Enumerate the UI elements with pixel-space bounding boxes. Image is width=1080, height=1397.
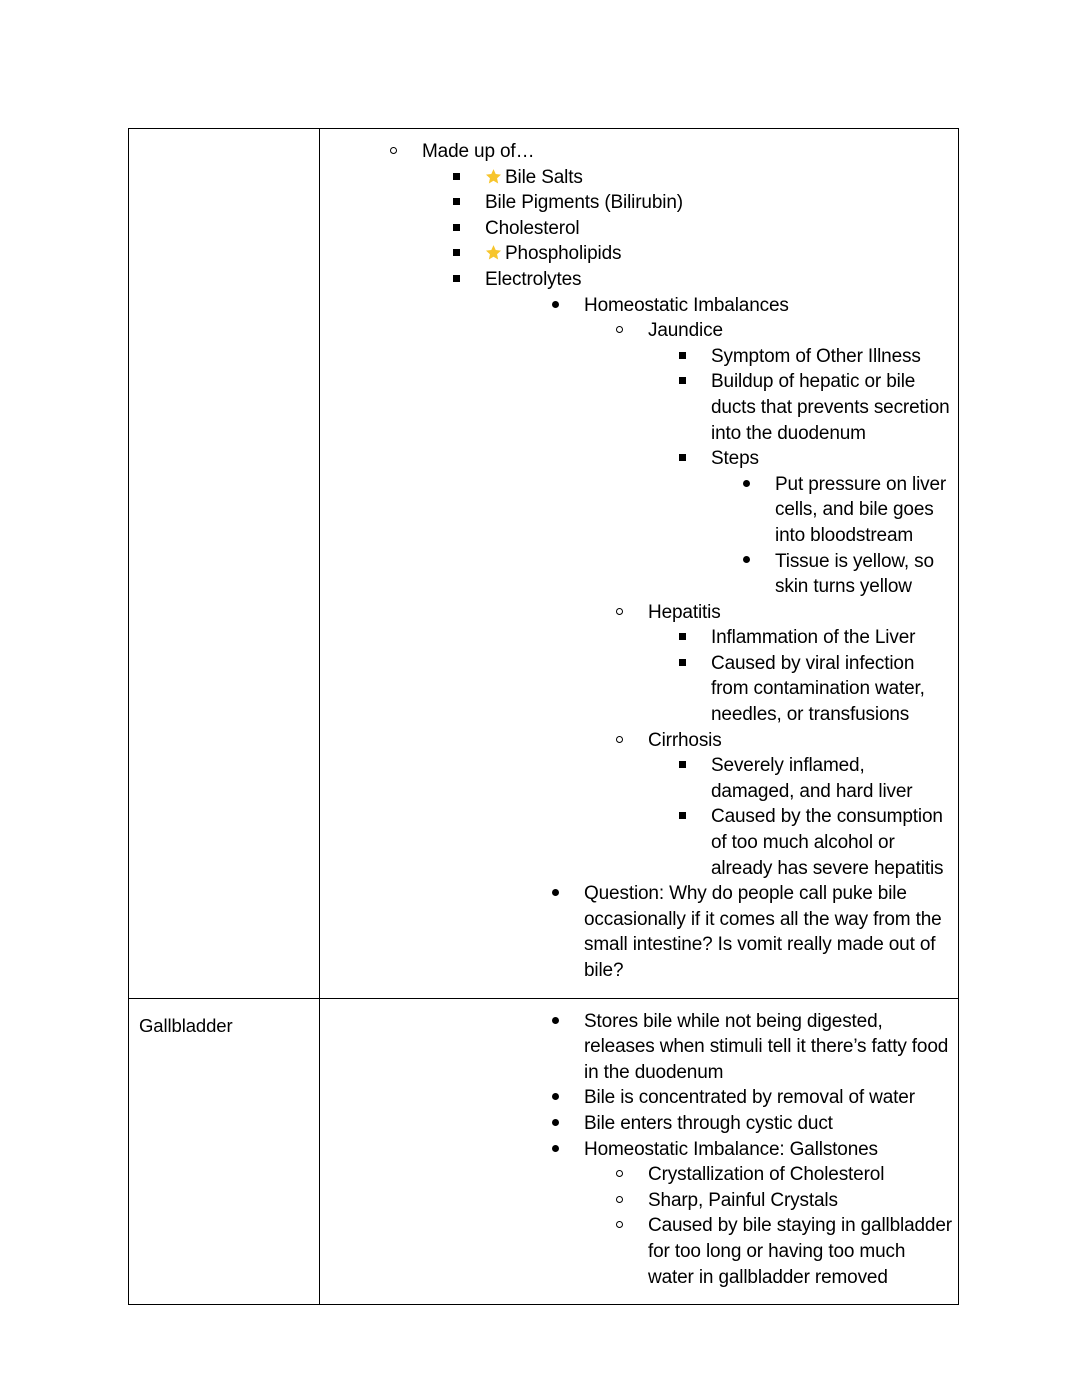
bullet-glyph (679, 633, 686, 640)
outline-item-level-2 (616, 728, 952, 882)
outline-item-text (552, 1111, 952, 1137)
outline-item-level-3 (679, 651, 952, 728)
outline-item-text (616, 728, 952, 754)
bullet-glyph (552, 1017, 559, 1024)
bullet-square-icon (679, 369, 701, 395)
bullet-square-icon (453, 216, 475, 242)
bullet-glyph (679, 659, 686, 666)
outline-item-level-1 (552, 1137, 952, 1291)
bullet-circle-icon (616, 600, 638, 626)
outline-list (326, 1009, 952, 1291)
outline-item-label: Symptom of Other Illness (711, 345, 921, 367)
outline-item-row (679, 446, 952, 472)
outline-list (390, 165, 952, 293)
outline-item-label: Sharp, Painful Crystals (648, 1189, 838, 1211)
bullet-glyph (453, 224, 460, 231)
outline-item-label: Homeostatic Imbalances (584, 294, 789, 316)
bullet-disc-icon (552, 1111, 574, 1137)
outline-item-text (679, 344, 952, 370)
outline-item-level-3 (679, 446, 952, 600)
bullet-disc-icon (552, 1085, 574, 1111)
outline-container-row-1 (320, 999, 958, 1305)
bullet-disc-icon (743, 472, 765, 498)
outline-item-row (679, 651, 952, 728)
topic-cell (129, 998, 320, 1305)
outline-item-text (453, 267, 952, 293)
outline-item-level-2 (390, 139, 952, 293)
outline-item-level-2 (616, 1188, 952, 1214)
outline-item-label: Hepatitis (648, 601, 721, 623)
outline-item-text (679, 369, 952, 446)
notes-table (128, 128, 959, 1305)
bullet-square-icon (453, 190, 475, 216)
outline-item-label: Bile Salts (505, 166, 583, 188)
outline-item-level-4 (743, 472, 952, 549)
outline-item-label: Inflammation of the Liver (711, 627, 916, 649)
bullet-disc-icon (552, 1137, 574, 1163)
outline-list (552, 318, 952, 881)
outline-item-level-1 (552, 1009, 952, 1086)
outline-list (616, 625, 952, 727)
bullet-glyph (552, 889, 559, 896)
outline-item-label: Bile Pigments (Bilirubin) (485, 192, 683, 214)
outline-item-text (453, 216, 952, 242)
outline-item-label: Cholesterol (485, 217, 580, 239)
outline-item-label: Bile enters through cystic duct (584, 1112, 833, 1134)
bullet-disc-icon (743, 549, 765, 575)
bullet-glyph (679, 812, 686, 819)
outline-item-row (453, 267, 952, 293)
outline-item-text (679, 446, 952, 472)
bullet-glyph (552, 1119, 559, 1126)
table-row (129, 998, 959, 1305)
bullet-glyph (616, 736, 623, 743)
outline-item-level-1 (552, 881, 952, 983)
outline-item-text (616, 1162, 952, 1188)
outline-item-label: Jaundice (648, 320, 723, 342)
star-icon (485, 244, 502, 261)
bullet-circle-icon (616, 1188, 638, 1214)
outline-item-row (743, 549, 952, 600)
bullet-glyph (453, 249, 460, 256)
outline-item-text (552, 293, 952, 319)
outline-item-row (616, 728, 952, 754)
outline-item-level-2 (616, 600, 952, 728)
outline-item-row (616, 1188, 952, 1214)
bullet-glyph (743, 480, 750, 487)
outline-item-text (679, 625, 952, 651)
bullet-circle-icon (616, 728, 638, 754)
outline-item-text (743, 472, 952, 549)
outline-item-row (679, 625, 952, 651)
bullet-glyph (679, 377, 686, 384)
outline-list (616, 344, 952, 600)
topic-label (129, 129, 319, 153)
outline-item-row (552, 881, 952, 983)
outline-item-text (552, 1009, 952, 1086)
outline-list (616, 753, 952, 881)
outline-item-text (679, 651, 952, 728)
outline-item-level-3 (679, 369, 952, 446)
bullet-glyph (552, 301, 559, 308)
outline-item-row (453, 165, 952, 191)
bullet-square-icon (679, 804, 701, 830)
outline-item-level-3 (679, 753, 952, 804)
content-cell (320, 998, 959, 1305)
outline-item-label: Cirrhosis (648, 729, 722, 751)
outline-item-row (616, 1213, 952, 1290)
outline-item-row (453, 241, 952, 267)
outline-item-text (552, 881, 952, 983)
bullet-square-icon (679, 446, 701, 472)
bullet-glyph (390, 147, 397, 154)
outline-container-row-0 (320, 129, 958, 998)
outline-item-level-3 (679, 625, 952, 651)
outline-item-label: Bile is concentrated by removal of water (584, 1087, 915, 1109)
outline-item-label: Stores bile while not being digested, releases when stimuli tell it there’s fatty food in the duodenum (584, 1010, 949, 1083)
outline-item-label: Electrolytes (485, 268, 582, 290)
bullet-circle-icon (616, 318, 638, 344)
bullet-glyph (616, 1170, 623, 1177)
outline-item-row (552, 1009, 952, 1086)
bullet-glyph (679, 761, 686, 768)
outline-item-row (679, 344, 952, 370)
outline-item-text (616, 1213, 952, 1290)
outline-item-level-3 (453, 216, 952, 242)
bullet-square-icon (453, 165, 475, 191)
bullet-circle-icon (616, 1213, 638, 1239)
outline-item-level-2 (616, 318, 952, 600)
outline-item-row (453, 190, 952, 216)
outline-item-level-3 (453, 267, 952, 293)
outline-item-label: Caused by bile staying in gallbladder for too long or having too much water in gallbladder removed (648, 1215, 952, 1288)
outline-item-label: Caused by the consumption of too much alcohol or already has severe hepatitis (711, 806, 944, 879)
outline-item-text (616, 1188, 952, 1214)
outline-list (326, 139, 952, 984)
outline-item-text (552, 1085, 952, 1111)
outline-item-text (616, 600, 952, 626)
table-row (129, 129, 959, 999)
outline-item-level-3 (679, 804, 952, 881)
bullet-glyph (679, 352, 686, 359)
outline-item-row (552, 1111, 952, 1137)
bullet-glyph (616, 1196, 623, 1203)
outline-item-level-1 (552, 1111, 952, 1137)
outline-item-row (616, 600, 952, 626)
bullet-square-icon (679, 651, 701, 677)
outline-item-level-3 (679, 344, 952, 370)
bullet-glyph (679, 454, 686, 461)
outline-item-row (679, 753, 952, 804)
bullet-glyph (616, 326, 623, 333)
outline-item-label: Tissue is yellow, so skin turns yellow (775, 550, 934, 598)
bullet-glyph (453, 198, 460, 205)
outline-item-label: Crystallization of Cholesterol (648, 1164, 885, 1186)
outline-item-row (616, 1162, 952, 1188)
bullet-disc-icon (552, 881, 574, 907)
star-icon (485, 168, 502, 185)
bullet-glyph (552, 1093, 559, 1100)
bullet-disc-icon (552, 1009, 574, 1035)
outline-item-label: Steps (711, 448, 759, 470)
outline-item-text (616, 318, 952, 344)
bullet-glyph (453, 173, 460, 180)
notes-table-body (129, 129, 959, 1305)
outline-item-row (743, 472, 952, 549)
outline-item-label: Phospholipids (505, 243, 622, 265)
outline-item-level-3 (453, 165, 952, 191)
outline-item-level-2 (616, 1162, 952, 1188)
bullet-square-icon (679, 625, 701, 651)
outline-item-text (390, 139, 952, 165)
bullet-square-icon (679, 344, 701, 370)
outline-item-level-2 (616, 1213, 952, 1290)
outline-item-level-4 (743, 549, 952, 600)
outline-item-row (552, 1085, 952, 1111)
outline-item-level-1 (552, 293, 952, 882)
outline-item-text (679, 804, 952, 881)
bullet-disc-icon (552, 293, 574, 319)
outline-item-row (616, 318, 952, 344)
bullet-glyph (453, 275, 460, 282)
outline-item-row (390, 139, 952, 165)
outline-item-label: Buildup of hepatic or bile ducts that prevents secretion into the duodenum (711, 371, 950, 444)
outline-item-text (453, 165, 952, 191)
outline-item-text (679, 753, 952, 804)
outline-item-label: Made up of… (422, 141, 535, 162)
bullet-glyph (743, 556, 750, 563)
bullet-circle-icon (390, 139, 412, 165)
bullet-circle-icon (616, 1162, 638, 1188)
outline-item-row (552, 1137, 952, 1163)
bullet-glyph (616, 1221, 623, 1228)
bullet-square-icon (679, 753, 701, 779)
content-cell (320, 129, 959, 999)
bullet-glyph (616, 608, 623, 615)
bullet-square-icon (453, 267, 475, 293)
outline-item-row (552, 293, 952, 319)
outline-item-label: Question: Why do people call puke bile occasionally if it comes all the way from the small intestine? Is vomit really made out of bile? (584, 883, 942, 981)
outline-list (552, 1162, 952, 1290)
outline-item-text (743, 549, 952, 600)
outline-item-text (453, 241, 952, 267)
bullet-square-icon (453, 241, 475, 267)
outline-item-row (679, 369, 952, 446)
topic-label: Gallbladder (139, 1014, 233, 1036)
outline-item-text (552, 1137, 952, 1163)
outline-item-label: Homeostatic Imbalance: Gallstones (584, 1138, 878, 1160)
outline-item-level-3 (453, 190, 952, 216)
outline-item-row (453, 216, 952, 242)
outline-item-text (453, 190, 952, 216)
outline-item-label: Severely inflamed, damaged, and hard liver (711, 755, 913, 802)
outline-item-label: Put pressure on liver cells, and bile goes into bloodstream (775, 473, 947, 546)
outline-item-level-3 (453, 241, 952, 267)
outline-list (679, 472, 952, 600)
bullet-glyph (552, 1145, 559, 1152)
topic-cell (129, 129, 320, 999)
outline-item-level-1 (552, 1085, 952, 1111)
outline-item-row (679, 804, 952, 881)
outline-item-label: Caused by viral infection from contamination water, needles, or transfusions (711, 652, 925, 726)
